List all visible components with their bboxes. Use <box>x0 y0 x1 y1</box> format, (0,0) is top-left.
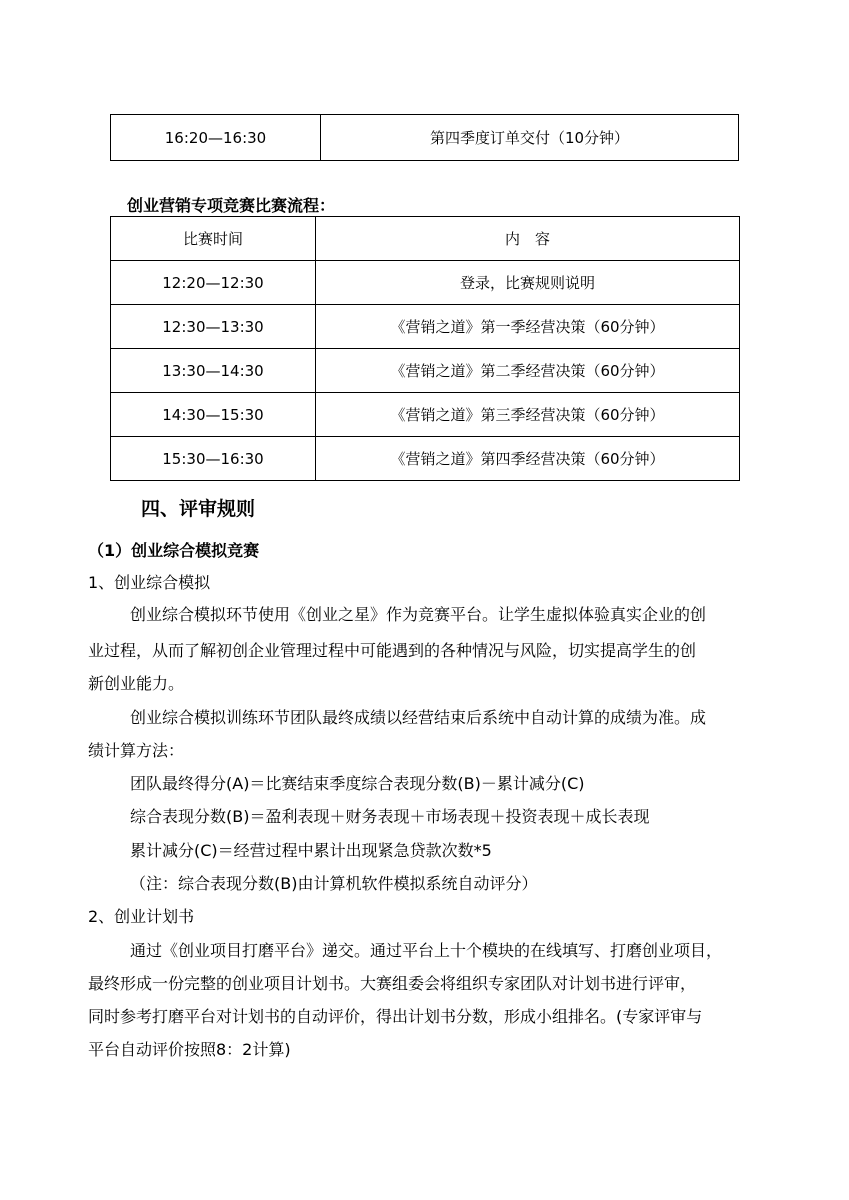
content-cell: 《营销之道》第一季经营决策（60分钟） <box>316 305 740 349</box>
item-heading: 1、创业综合模拟 <box>88 573 211 592</box>
content-cell: 登录，比赛规则说明 <box>316 261 740 305</box>
time-cell: 14:30—15:30 <box>111 393 316 437</box>
time-cell: 13:30—14:30 <box>111 349 316 393</box>
time-cell: 16:20—16:30 <box>111 115 321 161</box>
time-cell: 12:30—13:30 <box>111 305 316 349</box>
content-cell: 《营销之道》第三季经营决策（60分钟） <box>316 393 740 437</box>
content-cell: 《营销之道》第二季经营决策（60分钟） <box>316 349 740 393</box>
table-row <box>111 305 740 349</box>
paragraph-line: 新创业能力。 <box>88 674 185 693</box>
paragraph-line: 业过程，从而了解初创企业管理过程中可能遇到的各种情况与风险，切实提高学生的创 <box>88 641 697 660</box>
formula-line: 综合表现分数(B)＝盈利表现＋财务表现＋市场表现＋投资表现＋成长表现 <box>130 807 650 826</box>
time-cell: 15:30—16:30 <box>111 437 316 481</box>
paragraph-line: 通过《创业项目打磨平台》递交。通过平台上十个模块的在线填写、打磨创业项目， <box>130 941 723 960</box>
item-heading: 2、创业计划书 <box>88 907 195 926</box>
formula-line: 团队最终得分(A)＝比赛结束季度综合表现分数(B)－累计减分(C) <box>130 774 585 793</box>
section-title: 四、评审规则 <box>141 498 256 520</box>
paragraph-line: 最终形成一份完整的创业项目计划书。大赛组委会将组织专家团队对计划书进行评审， <box>88 974 697 993</box>
note-line: （注：综合表现分数(B)由计算机软件模拟系统自动评分） <box>130 874 538 893</box>
content-cell: 第四季度订单交付（10分钟） <box>321 115 739 161</box>
marketing-flow-title: 创业营销专项竞赛比赛流程： <box>127 196 336 215</box>
paragraph-line: 创业综合模拟环节使用《创业之星》作为竞赛平台。让学生虚拟体验真实企业的创 <box>130 605 707 624</box>
paragraph-line: 同时参考打磨平台对计划书的自动评价，得出计划书分数，形成小组排名。(专家评审与 <box>88 1007 703 1026</box>
table-row <box>111 261 740 305</box>
marketing-schedule-table <box>110 216 740 481</box>
top-schedule-table <box>110 114 739 161</box>
table-row <box>111 393 740 437</box>
paragraph-line: 绩计算方法： <box>88 741 185 760</box>
paragraph-line: 平台自动评价按照8：2计算) <box>88 1040 291 1059</box>
header-time: 比赛时间 <box>111 217 316 261</box>
content-cell: 《营销之道》第四季经营决策（60分钟） <box>316 437 740 481</box>
table-row <box>111 115 739 161</box>
table-row <box>111 437 740 481</box>
subsection-title: （1）创业综合模拟竞赛 <box>88 541 260 560</box>
paragraph-line: 创业综合模拟训练环节团队最终成绩以经营结束后系统中自动计算的成绩为准。成 <box>130 708 707 727</box>
table-header-row <box>111 217 740 261</box>
formula-line: 累计减分(C)＝经营过程中累计出现紧急贷款次数*5 <box>130 841 492 860</box>
time-cell: 12:20—12:30 <box>111 261 316 305</box>
table-row <box>111 349 740 393</box>
header-content: 内 容 <box>316 217 740 261</box>
